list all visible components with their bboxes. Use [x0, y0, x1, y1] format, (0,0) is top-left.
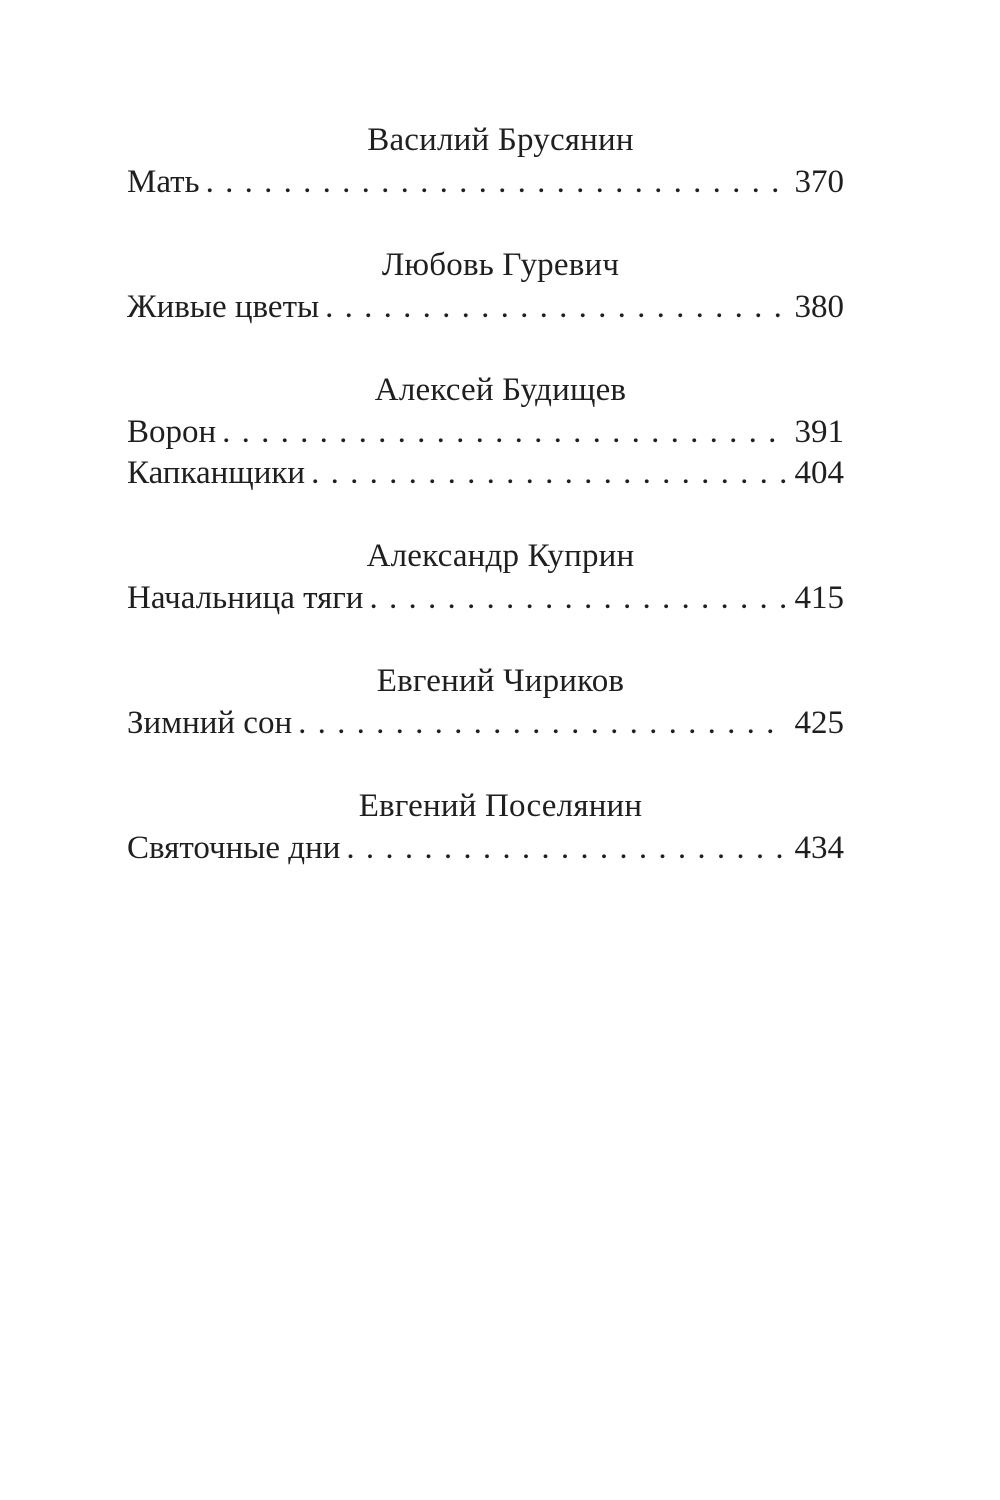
toc-section: [127, 534, 844, 619]
toc-section: [127, 784, 844, 869]
dot-leader: [222, 412, 786, 453]
toc-entry: [127, 287, 844, 328]
page-number: 391: [794, 414, 844, 450]
toc-entry: [127, 578, 844, 619]
page-number: 404: [794, 455, 844, 491]
toc-entry: [127, 703, 844, 744]
author-name: Василий Брусянин: [367, 122, 634, 158]
work-title: Зимний сон: [127, 705, 293, 741]
author-name: Александр Куприн: [366, 538, 635, 574]
toc-entry: [127, 162, 844, 203]
work-title: Капканщики: [127, 455, 306, 491]
dot-leader: [346, 828, 786, 869]
page-number: 434: [794, 830, 844, 866]
work-title: Живые цветы: [127, 289, 320, 325]
work-title: Святочные дни: [127, 830, 341, 866]
dot-leader: [311, 453, 786, 494]
page-number: 415: [794, 580, 844, 616]
dot-leader: [369, 578, 786, 619]
work-title: Мать: [127, 164, 200, 200]
work-title: Ворон: [127, 414, 217, 450]
table-of-contents: [127, 118, 844, 909]
author-name: Любовь Гуревич: [381, 247, 620, 283]
toc-section: [127, 368, 844, 494]
toc-entry: [127, 828, 844, 869]
toc-section: [127, 243, 844, 328]
author-name: Евгений Поселянин: [358, 788, 643, 824]
dot-leader: [298, 703, 786, 744]
toc-entry: [127, 412, 844, 453]
toc-section: [127, 118, 844, 203]
work-title: Начальница тяги: [127, 580, 364, 616]
page-number: 425: [794, 705, 844, 741]
page-number: 380: [794, 289, 844, 325]
dot-leader: [206, 162, 787, 203]
dot-leader: [325, 287, 786, 328]
author-name: Евгений Чириков: [376, 663, 625, 699]
toc-entry: [127, 453, 844, 494]
author-name: Алексей Будищев: [374, 372, 627, 408]
page-number: 370: [794, 164, 844, 200]
toc-section: [127, 659, 844, 744]
